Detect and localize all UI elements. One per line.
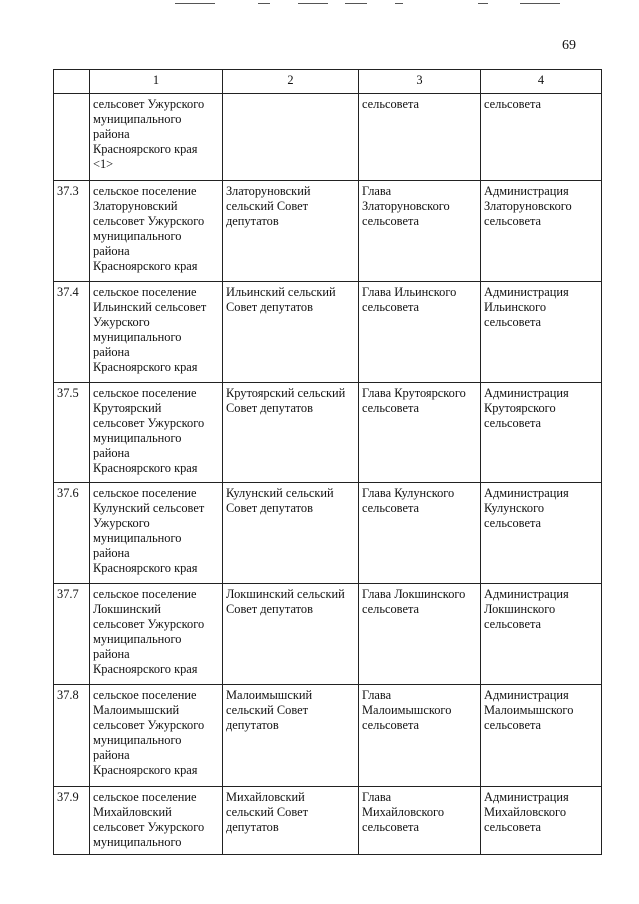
- municipal-bodies-table: [53, 69, 602, 855]
- row-number: 37.7: [54, 584, 90, 685]
- header-cell-4: 4: [481, 70, 602, 94]
- municipal-subject-cell: сельское поселение Малоимышский сельсовет Ужурского муниципального района Красноярского края: [90, 685, 223, 787]
- row-number: 37.5: [54, 383, 90, 483]
- table-row: [54, 787, 602, 855]
- row-number: 37.3: [54, 181, 90, 282]
- municipal-subject-cell: сельское поселение Ильинский сельсовет Ужурского муниципального района Красноярского края: [90, 282, 223, 383]
- municipal-subject-cell: сельское поселение Златоруновский сельсовет Ужурского муниципального района Красноярского края: [90, 181, 223, 282]
- scan-line-artifact: [298, 3, 328, 4]
- head-cell: Глава Ильинского сельсовета: [359, 282, 481, 383]
- table-row: [54, 94, 602, 181]
- municipal-subject-cell: сельское поселение Михайловский сельсовет Ужурского муниципального: [90, 787, 223, 855]
- representative-body-cell: Малоимышский сельский Совет депутатов: [223, 685, 359, 787]
- header-cell-2: 2: [223, 70, 359, 94]
- table-header-row: [54, 70, 602, 94]
- table-row: [54, 282, 602, 383]
- head-cell: Глава Михайловского сельсовета: [359, 787, 481, 855]
- scan-line-artifact: [520, 3, 560, 4]
- representative-body-cell: [223, 94, 359, 181]
- scan-line-artifact: [395, 3, 403, 4]
- page-number: 69: [562, 38, 576, 53]
- row-number: 37.8: [54, 685, 90, 787]
- administration-cell: сельсовета: [481, 94, 602, 181]
- administration-cell: Администрация Златоруновского сельсовета: [481, 181, 602, 282]
- row-number: 37.4: [54, 282, 90, 383]
- administration-cell: Администрация Малоимышского сельсовета: [481, 685, 602, 787]
- municipal-subject-cell: сельсовет Ужурского муниципального района Красноярского края <1>: [90, 94, 223, 181]
- scan-line-artifact: [478, 3, 488, 4]
- representative-body-cell: Локшинский сельский Совет депутатов: [223, 584, 359, 685]
- representative-body-cell: Златоруновский сельский Совет депутатов: [223, 181, 359, 282]
- table-row: [54, 383, 602, 483]
- head-cell: сельсовета: [359, 94, 481, 181]
- administration-cell: Администрация Локшинского сельсовета: [481, 584, 602, 685]
- row-number: 37.9: [54, 787, 90, 855]
- header-cell-number: [54, 70, 90, 94]
- representative-body-cell: Кулунский сельский Совет депутатов: [223, 483, 359, 584]
- table-row: [54, 685, 602, 787]
- representative-body-cell: Михайловский сельский Совет депутатов: [223, 787, 359, 855]
- header-cell-1: 1: [90, 70, 223, 94]
- scan-line-artifact: [175, 3, 215, 4]
- municipal-subject-cell: сельское поселение Крутоярский сельсовет Ужурского муниципального района Красноярского края: [90, 383, 223, 483]
- head-cell: Глава Кулунского сельсовета: [359, 483, 481, 584]
- head-cell: Глава Златоруновского сельсовета: [359, 181, 481, 282]
- header-cell-3: 3: [359, 70, 481, 94]
- head-cell: Глава Крутоярского сельсовета: [359, 383, 481, 483]
- row-number: [54, 94, 90, 181]
- table-row: [54, 181, 602, 282]
- administration-cell: Администрация Ильинского сельсовета: [481, 282, 602, 383]
- table-row: [54, 584, 602, 685]
- representative-body-cell: Крутоярский сельский Совет депутатов: [223, 383, 359, 483]
- scan-line-artifact: [258, 3, 270, 4]
- administration-cell: Администрация Кулунского сельсовета: [481, 483, 602, 584]
- administration-cell: Администрация Крутоярского сельсовета: [481, 383, 602, 483]
- table-row: [54, 483, 602, 584]
- municipal-subject-cell: сельское поселение Локшинский сельсовет Ужурского муниципального района Красноярского края: [90, 584, 223, 685]
- head-cell: Глава Малоимышского сельсовета: [359, 685, 481, 787]
- representative-body-cell: Ильинский сельский Совет депутатов: [223, 282, 359, 383]
- administration-cell: Администрация Михайловского сельсовета: [481, 787, 602, 855]
- head-cell: Глава Локшинского сельсовета: [359, 584, 481, 685]
- row-number: 37.6: [54, 483, 90, 584]
- municipal-subject-cell: сельское поселение Кулунский сельсовет Ужурского муниципального района Красноярского края: [90, 483, 223, 584]
- scan-line-artifact: [345, 3, 367, 4]
